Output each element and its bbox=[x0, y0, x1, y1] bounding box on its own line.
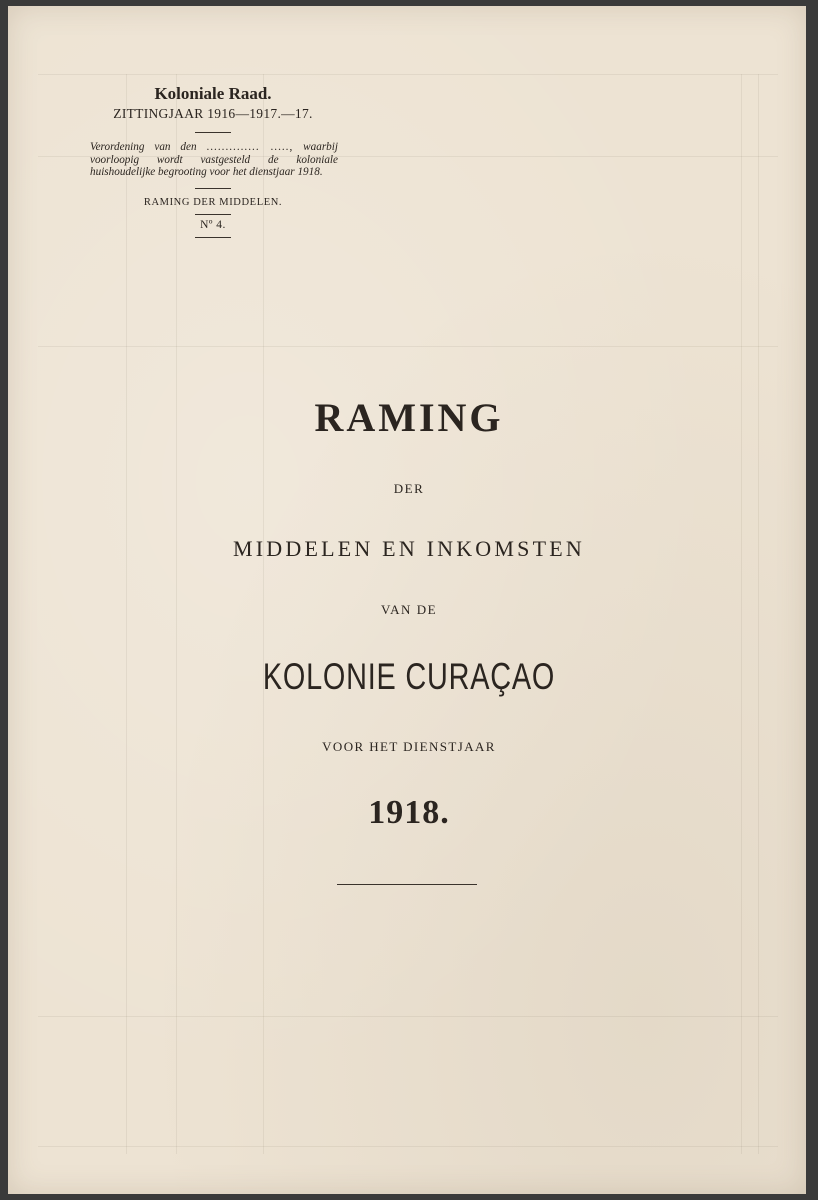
section-label: RAMING DER MIDDELEN. bbox=[143, 196, 283, 208]
ordinance-dots: .............. ....., bbox=[206, 141, 294, 153]
title-middelen: MIDDELEN EN INKOMSTEN bbox=[233, 536, 585, 561]
title-van-de: VAN DE bbox=[380, 602, 438, 617]
council-title: Koloniale Raad. bbox=[154, 84, 272, 103]
session-year: ZITTINGJAAR 1916—1917.—17. bbox=[113, 106, 313, 121]
ordinance-prefix: Verordening van den bbox=[90, 141, 197, 153]
header-divider bbox=[195, 188, 231, 189]
document-page bbox=[8, 6, 806, 1194]
header-divider bbox=[195, 237, 231, 238]
closing-rule bbox=[337, 884, 477, 885]
document-header bbox=[78, 84, 348, 238]
title-voor: VOOR HET DIENSTJAAR bbox=[322, 739, 496, 754]
title-kolonie: KOLONIE CURAÇAO bbox=[262, 656, 556, 697]
header-divider bbox=[195, 132, 231, 133]
document-number: Nº 4. bbox=[200, 218, 226, 231]
ordinance-text bbox=[90, 141, 338, 179]
title-year: 1918. bbox=[368, 794, 450, 831]
header-divider bbox=[195, 214, 231, 215]
ordinance-body: waarbij voorloopig wordt vastgesteld de koloniale huishoudelijke begrooting voor het dienstjaar 1918. bbox=[90, 141, 338, 178]
main-title: RAMING bbox=[314, 395, 504, 440]
title-der: DER bbox=[393, 481, 425, 496]
